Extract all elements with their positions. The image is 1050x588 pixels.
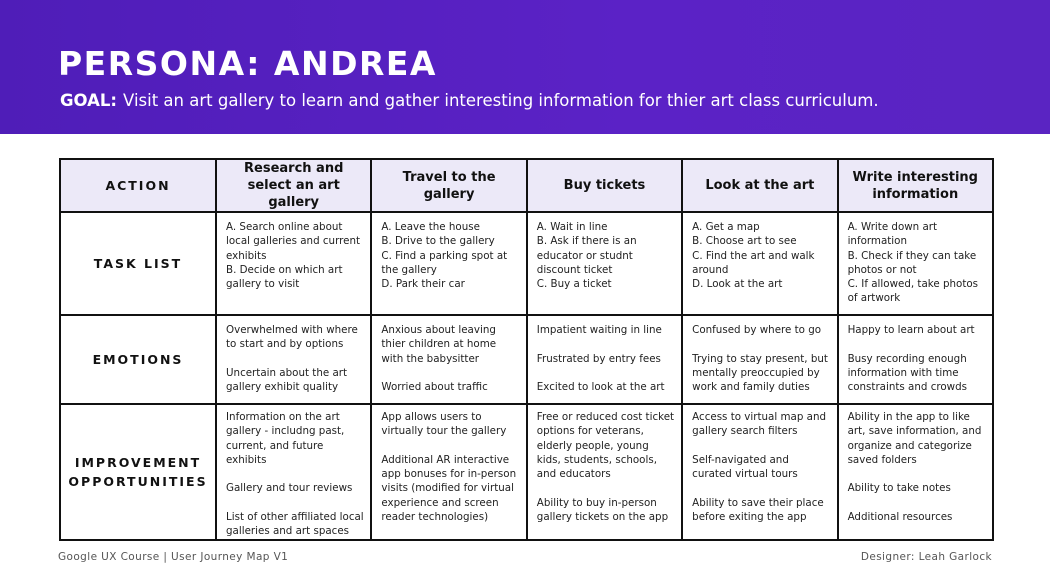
row-label-task-list: TASK LIST (60, 212, 216, 315)
table-cell: A. Write down art information B. Check if they can take photos or not C. If allowed, take photos of artwork (838, 212, 993, 315)
goal-text: Visit an art gallery to learn and gather interesting information for thier art class curriculum. (123, 91, 879, 110)
table-row-emotions (60, 315, 993, 404)
table-cell: Free or reduced cost ticket options for veterans, elderly people, young kids, students, schools, and educators Ability to buy in-person gallery tickets on the app (527, 404, 682, 540)
row-label-improvement-opportunities: IMPROVEMENT OPPORTUNITIES (60, 404, 216, 540)
table-header-row (60, 159, 993, 212)
table-cell: Information on the art gallery - includng past, current, and future exhibits Gallery and tour reviews List of other affiliated local galleries and art spaces (216, 404, 371, 540)
goal-line (60, 91, 879, 110)
table-row-task-list (60, 212, 993, 315)
row-label-emotions: EMOTIONS (60, 315, 216, 404)
header-banner (0, 0, 1050, 134)
table-row-improvement-opportunities (60, 404, 993, 540)
goal-label: GOAL: (60, 91, 118, 110)
table-cell: Overwhelmed with where to start and by options Uncertain about the art gallery exhibit quality (216, 315, 371, 404)
column-header-write-info: Write interesting information (838, 159, 993, 212)
column-header-research: Research and select an art gallery (216, 159, 371, 212)
table-cell: A. Leave the house B. Drive to the gallery C. Find a parking spot at the gallery D. Park their car (371, 212, 526, 315)
column-header-action: ACTION (60, 159, 216, 212)
table-cell: Access to virtual map and gallery search filters Self-navigated and curated virtual tours Ability to save their place before exiting the app (682, 404, 837, 540)
table-cell: Confused by where to go Trying to stay present, but mentally preoccupied by work and family duties (682, 315, 837, 404)
table-cell: A. Get a map B. Choose art to see C. Find the art and walk around D. Look at the art (682, 212, 837, 315)
table-cell: A. Search online about local galleries and current exhibits B. Decide on which art gallery to visit (216, 212, 371, 315)
table-cell: Impatient waiting in line Frustrated by entry fees Excited to look at the art (527, 315, 682, 404)
user-journey-table (59, 158, 994, 541)
column-header-look-at-art: Look at the art (682, 159, 837, 212)
footer-course-label: Google UX Course | User Journey Map V1 (58, 551, 289, 563)
table-cell: Anxious about leaving thier children at home with the babysitter Worried about traffic (371, 315, 526, 404)
table-cell: Ability in the app to like art, save information, and organize and categorize saved folders Ability to take notes Additional resources (838, 404, 993, 540)
table-cell: A. Wait in line B. Ask if there is an educator or studnt discount ticket C. Buy a ticket (527, 212, 682, 315)
persona-title: PERSONA: ANDREA (58, 44, 437, 83)
column-header-travel: Travel to the gallery (371, 159, 526, 212)
table-cell: App allows users to virtually tour the gallery Additional AR interactive app bonuses for in-person visits (modified for virtual experience and screen reader technologies) (371, 404, 526, 540)
table-cell: Happy to learn about art Busy recording enough information with time constraints and crowds (838, 315, 993, 404)
footer-designer-label: Designer: Leah Garlock (860, 551, 992, 563)
column-header-buy-tickets: Buy tickets (527, 159, 682, 212)
